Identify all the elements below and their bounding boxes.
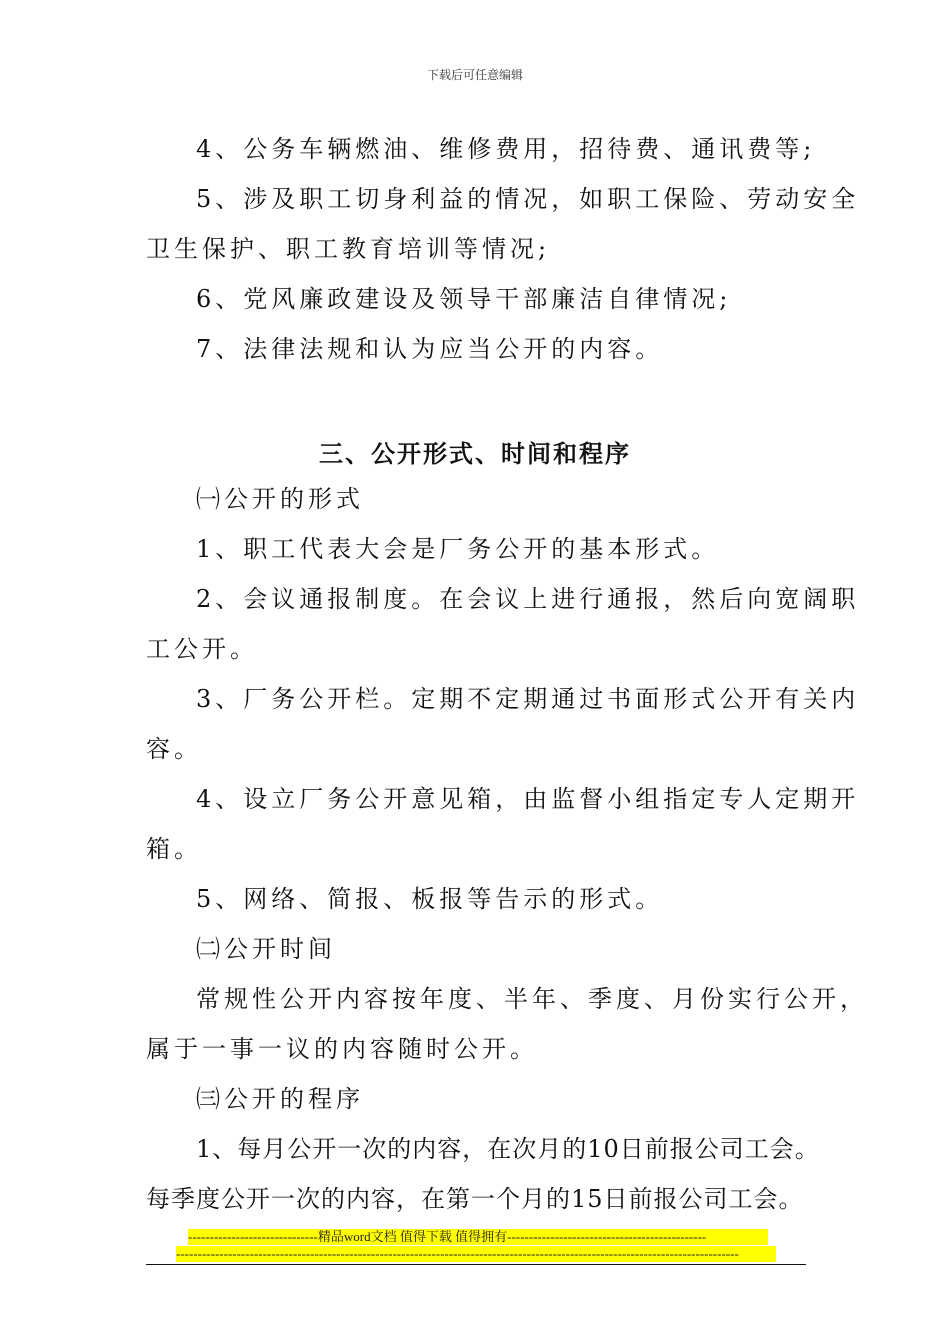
footer-banner: ------------------------------精品word文档 值得下载 值得拥有----------------------------------------------	[188, 1229, 768, 1245]
form-item-3-continuation: 容。	[146, 735, 202, 763]
form-item-5: 5、网络、简报、板报等告示的形式。	[196, 885, 664, 913]
form-item-1: 1、职工代表大会是厂务公开的基本形式。	[196, 535, 720, 563]
item-6-integrity: 6、党风廉政建设及领导干部廉洁自律情况;	[196, 285, 732, 313]
footer-dash-line: ----------------------------------------------------------------------------------------------------------------------------------	[176, 1246, 776, 1262]
subsection-time: ㈡公开时间	[196, 935, 336, 963]
item-7-laws: 7、法律法规和认为应当公开的内容。	[196, 335, 664, 363]
footer-rule	[146, 1264, 806, 1265]
subsection-procedure: ㈢公开的程序	[196, 1085, 364, 1113]
section-heading: 三、公开形式、时间和程序	[319, 440, 631, 468]
form-item-3: 3、厂务公开栏。定期不定期通过书面形式公开有关内	[196, 685, 860, 713]
time-paragraph-continuation: 属于一事一议的内容随时公开。	[146, 1035, 538, 1063]
subsection-form: ㈠公开的形式	[196, 485, 364, 513]
form-item-2: 2、会议通报制度。在会议上进行通报，然后向宽阔职	[196, 585, 860, 613]
procedure-item-1-continuation: 每季度公开一次的内容，在第一个月的15日前报公司工会。	[146, 1185, 804, 1213]
item-5-staff-interests: 5、涉及职工切身利益的情况，如职工保险、劳动安全	[196, 185, 860, 213]
form-item-4: 4、设立厂务公开意见箱，由监督小组指定专人定期开	[196, 785, 860, 813]
form-item-2-continuation: 工公开。	[146, 635, 258, 663]
item-5-continuation: 卫生保护、职工教育培训等情况;	[146, 235, 551, 263]
form-item-4-continuation: 箱。	[146, 835, 202, 863]
procedure-item-1: 1、每月公开一次的内容，在次月的10日前报公司工会。	[196, 1135, 820, 1163]
page-header: 下载后可任意编辑	[426, 68, 523, 82]
time-paragraph: 常规性公开内容按年度、半年、季度、月份实行公开，	[196, 985, 868, 1013]
item-4-vehicle-costs: 4、公务车辆燃油、维修费用，招待费、通讯费等;	[196, 135, 816, 163]
